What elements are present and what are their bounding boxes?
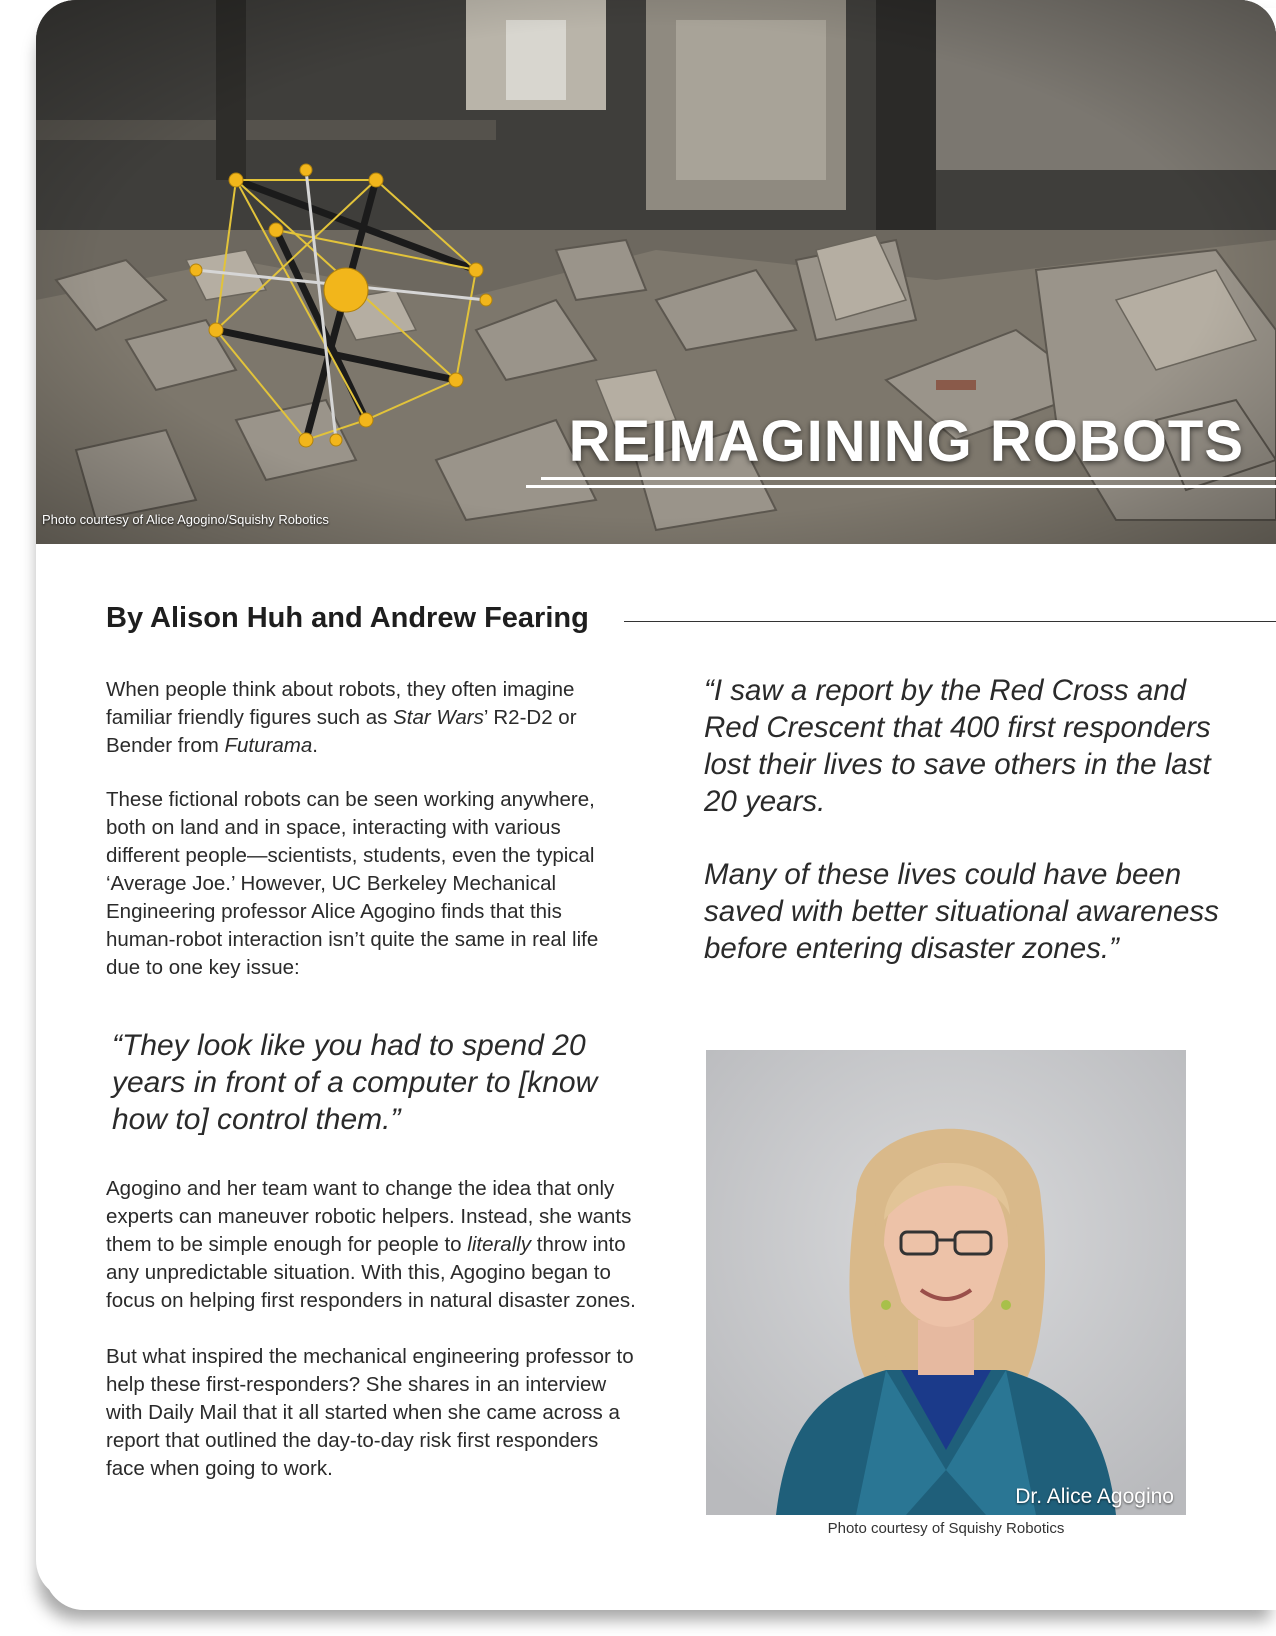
hero-image <box>36 0 1276 544</box>
portrait-caption: Dr. Alice Agogino <box>1015 1485 1174 1508</box>
pull-quote-part-2: Many of these lives could have been saved with better situational awareness before entering disaster zones.” <box>704 858 1219 965</box>
inline-quote: “They look like you had to spend 20 years in front of a computer to [know how to] control them.” <box>112 1029 598 1136</box>
title-rule-upper <box>541 477 1276 480</box>
paragraph-1: When people think about robots, they often imagine familiar friendly figures such as Star Wars’ R2-D2 or Bender from Futurama. <box>106 678 577 757</box>
paragraph-4: But what inspired the mechanical engineering professor to help these first-responders? She shares in an interview with Daily Mail that it all started when she came across a report that outlined the day-to-day risk first responders face when going to work. <box>106 1345 634 1480</box>
pull-quote-part-1: “I saw a report by the Red Cross and Red Crescent that 400 first responders lost their lives to save others in the last 20 years. <box>704 674 1211 818</box>
hero-photo-credit: Photo courtesy of Alice Agogino/Squishy Robotics <box>42 512 329 527</box>
portrait-illustration <box>706 1050 1186 1515</box>
pull-quote <box>704 672 1224 1003</box>
portrait-photo <box>706 1050 1186 1515</box>
body-column-upper <box>106 676 636 1008</box>
magazine-page <box>36 0 1276 1600</box>
paragraph-3: Agogino and her team want to change the idea that only experts can maneuver robotic helpers. Instead, she wants them to be simple enough for people to literally throw into any unpredictable situation. With this, Agogino began to focus on helping first responders in natural disaster zones. <box>106 1177 636 1312</box>
portrait-photo-credit: Photo courtesy of Squishy Robotics <box>827 1520 1065 1537</box>
body-column-lower <box>106 1175 636 1511</box>
byline: By Alison Huh and Andrew Fearing <box>106 602 589 634</box>
byline-rule <box>624 621 1276 622</box>
title-rule-lower <box>526 485 1276 488</box>
paragraph-2: These fictional robots can be seen working anywhere, both on land and in space, interacting with various different people—scientists, students, even the typical ‘Average Joe.’ However, UC Berkeley Mechanical Engineering professor Alice Agogino finds that this human-robot interaction isn’t quite the same in real life due to one key issue: <box>106 788 599 979</box>
article-title: REIMAGINING ROBOTS <box>568 409 1244 474</box>
